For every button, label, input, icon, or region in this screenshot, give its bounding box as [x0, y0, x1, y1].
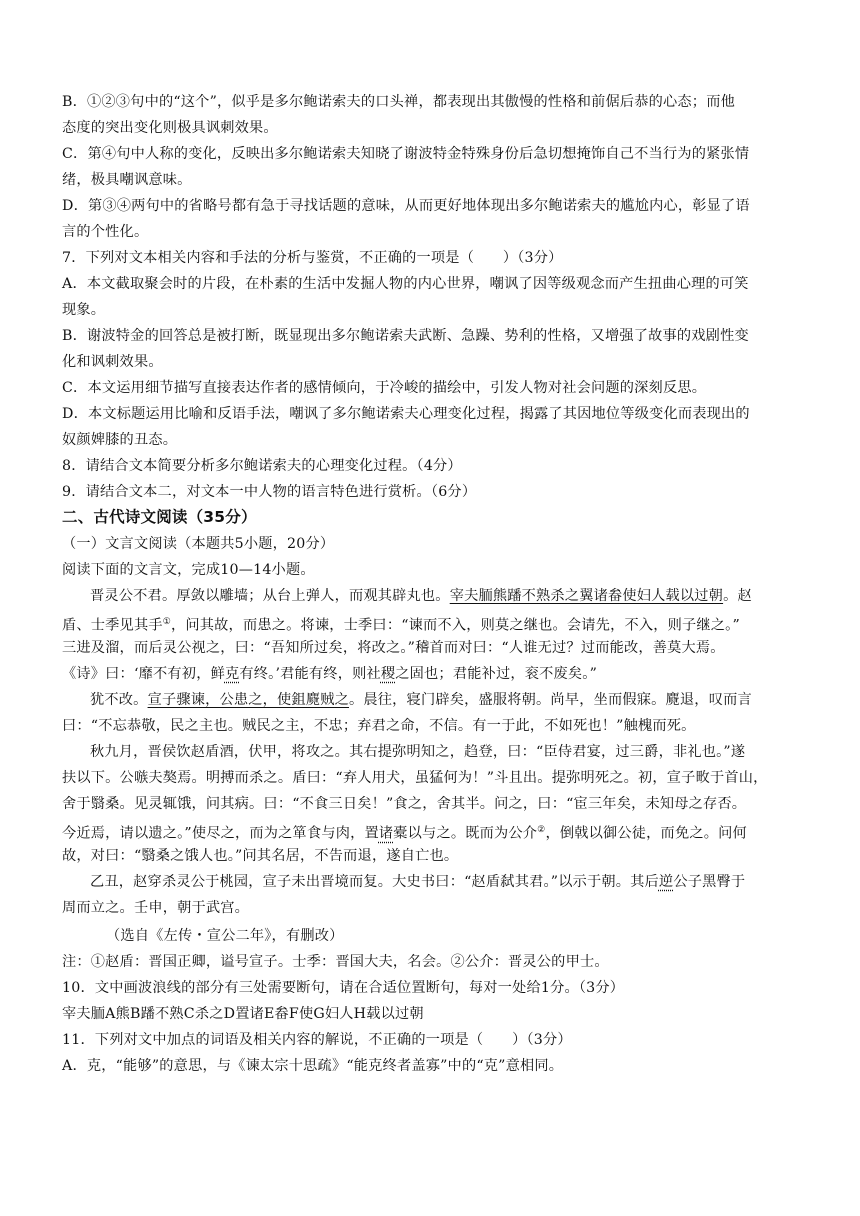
dotted-word: 克: [224, 666, 240, 682]
passage-text: 橐以与之。既而为公介: [393, 825, 538, 842]
passage-p2-line-2: 曰：“不忘恭敬，民之主也。贼民之主，不忠；弃君之命，不信。有一于此，不如死也！”触槐而死。: [62, 718, 696, 734]
sub-title: （一）文言文阅读（本题共5小题，20分）: [62, 536, 335, 552]
option-b-line-2: 态度的突出变化则极具讽刺效果。: [62, 120, 278, 136]
option-d-line-1: D．第③④两句中的省略号都有急于寻找话题的意味，从而更好地体现出多尔鲍诺索夫的尴尬内心，彰显了语: [62, 198, 750, 214]
q7-option-b-line-1: B．谢波特金的回答总是被打断，既显现出多尔鲍诺索夫武断、急躁、势利的性格，又增强了故事的戏剧性变: [62, 328, 749, 344]
footnotes: 注：①赵盾：晋国正卿，谥号宣子。士季：晋国大夫，名会。②公介：晋灵公的甲士。: [62, 954, 609, 970]
option-d-line-2: 言的个性化。: [62, 224, 149, 240]
passage-p3-line-5: 故，对曰：“翳桑之饿人也。”问其名居，不告而退，遂自亡也。: [62, 848, 459, 864]
passage-text: 有终。’君能有终，则社: [239, 666, 381, 682]
dotted-word: 诸: [378, 825, 394, 842]
passage-p1-line-1: [90, 586, 752, 606]
option-c-line-1: C．第④句中人称的变化，反映出多尔鲍诺索夫知晓了谢波特金特殊身份后急切想掩饰自己不当行为的紧张情: [62, 146, 750, 162]
passage-p2-line-1: [90, 690, 752, 710]
source-citation: （选自《左传・宣公二年》，有删改）: [106, 928, 344, 944]
question-11: 11．下列对文中加点的词语及相关内容的解说，不正确的一项是（ ）（3分）: [62, 1032, 572, 1048]
q7-option-b-line-2: 化和讽刺效果。: [62, 354, 163, 370]
wavy-underlined-text: 宰夫胹熊蹯不熟杀之翼诸畚使妇人载以过朝: [449, 588, 724, 604]
question-8: 8．请结合文本简要分析多尔鲍诺索夫的心理变化过程。（4分）: [62, 458, 462, 474]
question-7: 7．下列对文本相关内容和手法的分析与鉴赏，不正确的一项是（ ）（3分）: [62, 250, 563, 266]
question-10: 10．文中画波浪线的部分有三处需要断句，请在合适位置断句，每对一处给1分。（3分）: [62, 980, 625, 996]
question-9: 9．请结合文本二，对文本一中人物的语言特色进行赏析。（6分）: [62, 484, 477, 500]
passage-text: 盾、士季见其手: [62, 617, 163, 634]
question-10-text: 宰夫胹A熊B蹯不熟C杀之D置诸E畚F使G妇人H载以过朝: [62, 1006, 424, 1022]
passage-text: ，问其故，而患之。将谏，士季曰：“谏而不入，则莫之继也。会请先，不入，则子继之。”: [171, 617, 740, 634]
passage-p1-line-3: 三进及溜，而后灵公视之，曰：“吾知所过矣，将改之。”稽首而对曰：“人谁无过？过而能改，善莫大焉。: [62, 640, 725, 656]
passage-p1-line-4: [62, 664, 597, 684]
passage-text: ，倒戟以御公徒，而免之。问何: [545, 825, 747, 842]
instruction: 阅读下面的文言文，完成10—14小题。: [62, 562, 315, 578]
passage-text: 今近焉，请以遗之。”使尽之，而为之箪食与肉，置: [62, 825, 379, 842]
passage-text: 乙丑，赵穿杀灵公于桃园，宣子未出晋境而复。大史书曰：“赵盾弑其君。”以示于朝。其后: [90, 874, 659, 890]
passage-text: 之固也；君能补过，衮不废矣。”: [395, 666, 598, 682]
q11-option-a: A．克，“能够”的意思，与《谏太宗十思疏》“能克终者盖寡”中的“克”意相同。: [62, 1058, 564, 1074]
passage-p3-line-3: 舍于翳桑。见灵辄饿，问其病。曰：“不食三日矣！”食之，舍其半。问之，曰：“宦三年矣，未知母之存否。: [62, 796, 747, 812]
dotted-word: 逆: [658, 874, 674, 890]
q7-option-c: C．本文运用细节描写直接表达作者的感情倾向，于冷峻的描绘中，引发人物对社会问题的深刻反思。: [62, 380, 707, 396]
passage-p3-line-2: 扶以下。公嗾夫獒焉。明搏而杀之。盾曰：“弃人用犬，虽猛何为！”斗且出。提弥明死之。初，宣子畋于首山，: [62, 770, 768, 786]
passage-text: 晋灵公不君。厚敛以雕墙；从台上弹人，而观其辟丸也。: [90, 588, 450, 604]
option-c-line-2: 绪，极具嘲讽意味。: [62, 172, 192, 188]
passage-text: 。晨往，寝门辟矣，盛服将朝。尚早，坐而假寐。麑退，叹而言: [349, 692, 752, 708]
passage-p4-line-2: 周而立之。壬申，朝于武宫。: [62, 900, 250, 916]
underlined-text: 宣子骤谏，公患之，使鉏麑贼之: [147, 692, 349, 708]
footnote-marker: ②: [537, 825, 546, 835]
passage-p1-line-2: [62, 612, 740, 636]
section-title: 二、古代诗文阅读（35分）: [62, 508, 257, 526]
passage-text: 。赵: [723, 588, 752, 604]
passage-p4-line-1: [90, 872, 745, 892]
passage-text: 犹不改。: [90, 692, 148, 708]
passage-text: 《诗》曰：‘靡不有初，鲜: [62, 666, 225, 682]
q7-option-d-line-1: D．本文标题运用比喻和反语手法，嘲讽了多尔鲍诺索夫心理变化过程，揭露了其因地位等级变化而表现出的: [62, 406, 750, 422]
option-b-line-1: B．①②③句中的“这个”，似乎是多尔鲍诺索夫的口头禅，都表现出其傲慢的性格和前倨后恭的心态；而他: [62, 94, 735, 110]
q7-option-a-line-1: A．本文截取聚会时的片段，在朴素的生活中发掘人物的内心世界，嘲讽了因等级观念而产生扭曲心理的可笑: [62, 276, 749, 292]
q7-option-a-line-2: 现象。: [62, 302, 106, 318]
passage-p3-line-1: 秋九月，晋侯饮赵盾酒，伏甲，将攻之。其右提弥明知之，趋登，曰：“臣侍君宴，过三爵，非礼也。”遂: [90, 744, 746, 760]
passage-text: 公子黑臀于: [673, 874, 746, 890]
q7-option-d-line-2: 奴颜婢膝的丑态。: [62, 432, 178, 448]
passage-p3-line-4: [62, 820, 747, 844]
dotted-word: 稷: [380, 666, 396, 682]
footnote-marker: ①: [162, 617, 171, 627]
